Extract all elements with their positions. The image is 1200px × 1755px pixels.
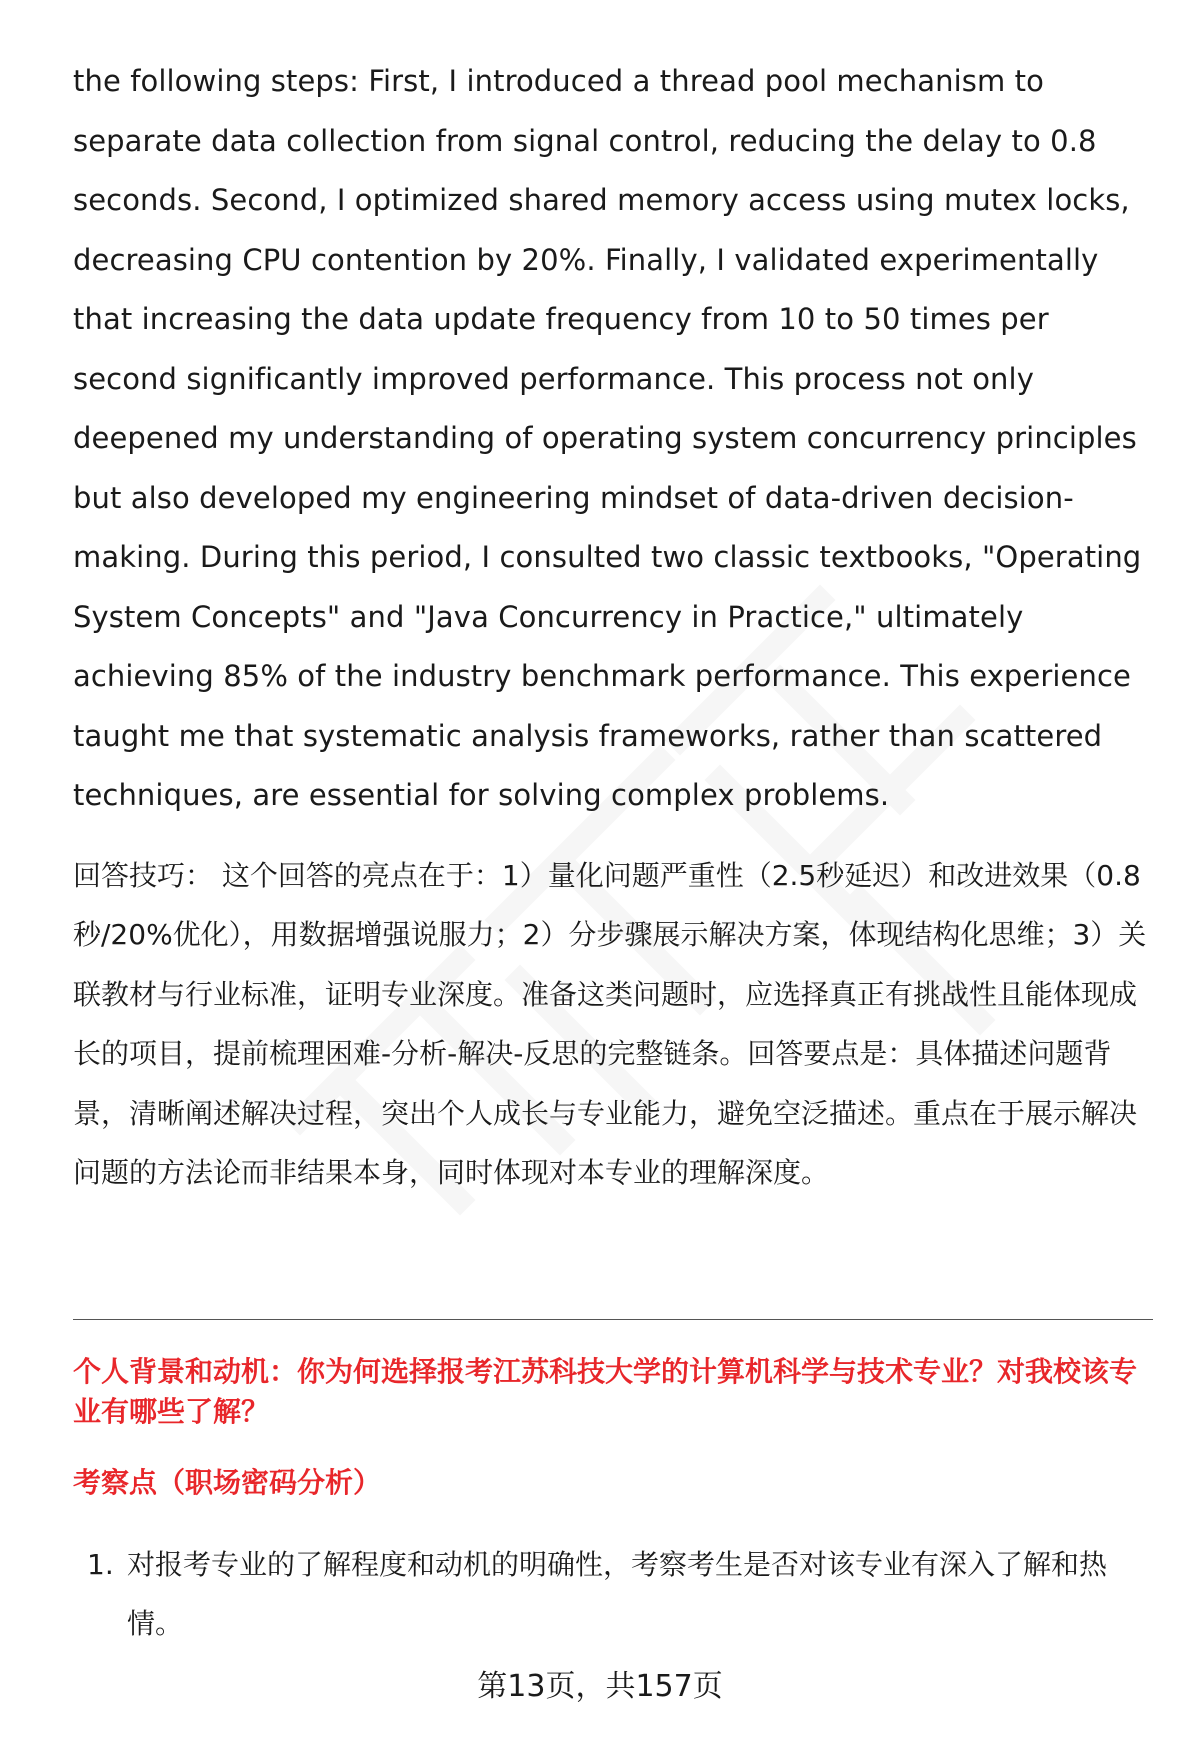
list-item-text: 对报考专业的了解程度和动机的明确性，考察考生是否对该专业有深入了解和热情。 (127, 1548, 1108, 1640)
list-item (73, 1535, 1153, 1653)
question-heading: 个人背景和动机：你为何选择报考江苏科技大学的计算机科学与技术专业？对我校该专业有哪些了解？ (73, 1355, 1138, 1428)
assessment-points-heading: 考察点（职场密码分析） (73, 1466, 382, 1499)
assessment-points-list (73, 1535, 1153, 1653)
page-content (73, 52, 1153, 1203)
list-item-number: 1. (87, 1548, 114, 1581)
answer-tips-paragraph: 回答技巧： 这个回答的亮点在于：1）量化问题严重性（2.5秒延迟）和改进效果（0.8秒/20%优化），用数据增强说服力；2）分步骤展示解决方案，体现结构化思维；3）关联教材与行业标准，证明专业深度。准备这类问题时，应选择真正有挑战性且能体现成长的项目，提前梳理困难-分析-解决-反思的完整链条。回答要点是：具体描述问题背景，清晰阐述解决过程，突出个人成长与专业能力，避免空泛描述。重点在于展示解决问题的方法论而非结果本身，同时体现对本专业的理解深度。 (73, 858, 1147, 1189)
english-paragraph: the following steps: First, I introduced a thread pool mechanism to separate data collection from signal control, reducing the delay to 0.8 seconds. Second, I optimized shared memory access using mutex locks, decreasing CPU contention by 20%. Finally, I validated experimentally that increasing the data update frequency from 10 to 50 times per second significantly improved performance. This process not only deepened my understanding of operating system concurrency principles but also developed my engineering mindset of data-driven decision-making. During this period, I consulted two classic textbooks, "Operating System Concepts" and "Java Concurrency in Practice," ultimately achieving 85% of the industry benchmark performance. This experience taught me that systematic analysis frameworks, rather than scattered techniques, are essential for solving complex problems. (73, 64, 1142, 812)
section-divider (73, 1319, 1153, 1320)
page-number-footer: 第13页，共157页 (477, 1669, 723, 1704)
